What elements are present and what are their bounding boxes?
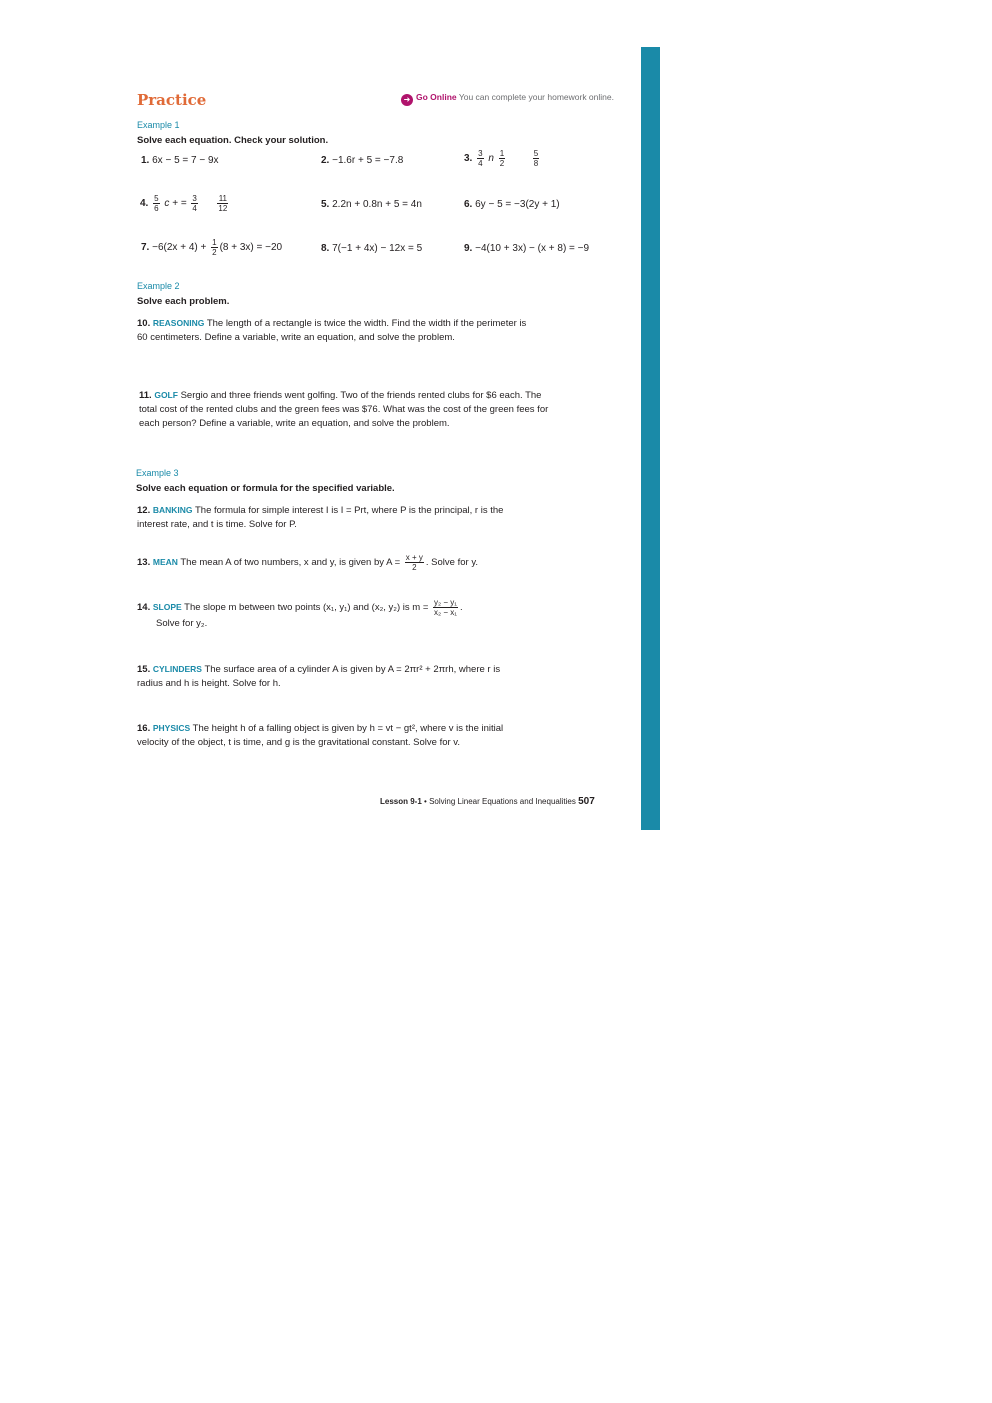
problem-1 xyxy=(141,154,219,168)
problem-number: 12. xyxy=(137,505,151,516)
problem-keyword: REASONING xyxy=(152,318,205,328)
page-footer xyxy=(380,796,595,807)
lesson-number: Lesson 9-1 xyxy=(380,797,422,806)
problem-keyword: MEAN xyxy=(152,557,178,568)
problem-7 xyxy=(141,238,282,257)
go-online-text: You can complete your homework online. xyxy=(458,92,614,102)
problem-9 xyxy=(464,242,589,256)
problem-number: 3. xyxy=(464,153,473,165)
page-title: Practice xyxy=(137,91,207,109)
equation: 6x − 5 = 7 − 9x xyxy=(152,155,219,166)
equation: 7(−1 + 4x) − 12x = 5 xyxy=(332,243,423,254)
problem-number: 13. xyxy=(137,557,151,569)
problem-number: 14. xyxy=(137,602,151,614)
problem-number: 5. xyxy=(321,199,330,210)
problem-14 xyxy=(137,598,463,631)
problem-2 xyxy=(321,154,403,168)
problem-6 xyxy=(464,198,560,212)
fraction: $\frac{3}{4}$ xyxy=(192,194,197,213)
problem-text: The surface area of a cylinder A is given by A = 2πr² + 2πrh, where r is radius and h is height. Solve for h. xyxy=(137,664,501,689)
problem-8 xyxy=(321,242,422,256)
variable: n xyxy=(488,153,494,165)
equation-end: (8 + 3x) = −20 xyxy=(219,242,283,254)
problem-number: 10. xyxy=(137,318,151,329)
problem-16 xyxy=(137,721,522,750)
fraction: $\frac{1}{2}$ xyxy=(499,149,505,168)
problem-10 xyxy=(137,316,532,345)
problem-11 xyxy=(139,388,559,431)
problem-keyword: SLOPE xyxy=(152,602,182,613)
problem-keyword: GOLF xyxy=(154,390,178,400)
problem-keyword: PHYSICS xyxy=(152,723,191,733)
fraction: $\frac{5}{8}$ xyxy=(533,149,539,168)
problem-4 xyxy=(140,194,230,213)
example-3-label: Example 3 xyxy=(136,468,179,478)
problem-number: 9. xyxy=(464,243,473,254)
problem-15 xyxy=(137,662,517,691)
problem-number: 16. xyxy=(137,723,151,734)
equation: 6y − 5 = −3(2y + 1) xyxy=(475,199,560,210)
example-1-label: Example 1 xyxy=(137,120,180,130)
problem-text-end: . Solve for y. xyxy=(425,557,478,569)
problem-12 xyxy=(137,503,532,532)
problem-text: The slope m between two points (x₁, y₁) and (x₂, y₂) is m = xyxy=(184,602,429,614)
problem-number: 15. xyxy=(137,664,151,675)
problem-number: 11. xyxy=(139,390,152,401)
go-online-banner[interactable] xyxy=(401,92,614,106)
problem-text-end: . xyxy=(459,602,463,614)
problem-13 xyxy=(137,553,478,572)
page-number: 507 xyxy=(578,796,595,807)
problem-number: 6. xyxy=(464,199,473,210)
fraction: $\frac{x + y}{2}$ xyxy=(405,553,423,572)
equation: 2.2n + 0.8n + 5 = 4n xyxy=(332,199,422,210)
problem-text: The mean A of two numbers, x and y, is given by A = xyxy=(180,557,401,569)
equation-start: −6(2x + 4) + xyxy=(152,242,207,254)
problem-number: 4. xyxy=(140,198,149,210)
problem-number: 2. xyxy=(321,155,330,166)
lesson-title: Solving Linear Equations and Inequalities xyxy=(429,797,576,806)
problem-text: The length of a rectangle is twice the width. Find the width if the perimeter is 60 centimeters. Define a variable, write an equation, and solve the problem. xyxy=(137,318,527,343)
problem-keyword: CYLINDERS xyxy=(152,664,202,674)
equation: −4(10 + 3x) − (x + 8) = −9 xyxy=(475,243,590,254)
example-2-instruction: Solve each problem. xyxy=(137,296,230,307)
problem-number: 8. xyxy=(321,243,330,254)
problem-5 xyxy=(321,198,422,212)
side-color-bar xyxy=(641,47,660,830)
fraction: $\frac{1}{2}$ xyxy=(212,238,217,257)
footer-bullet: • xyxy=(424,797,427,806)
problem-text-line2: Solve for y₂. xyxy=(156,618,208,629)
fraction: $\frac{5}{6}$ xyxy=(154,194,159,213)
problem-text: The formula for simple interest I is I = Prt, where P is the principal, r is the interest rate, and t is time. Solve for P. xyxy=(137,505,504,530)
example-3-instruction: Solve each equation or formula for the specified variable. xyxy=(136,483,395,494)
problem-text: Sergio and three friends went golfing. Two of the friends rented clubs for $6 each. The total cost of the rented clubs and the green fees was $76. What was the cost of the green fees for each person? Define a variable, write an equation, and solve the problem. xyxy=(139,390,549,429)
fraction: $\frac{3}{4}$ xyxy=(478,149,483,168)
go-online-label[interactable]: Go Online xyxy=(416,92,457,102)
go-online-icon: ➜ xyxy=(401,94,413,106)
problem-number: 7. xyxy=(141,242,150,254)
equation-middle: c + = xyxy=(164,198,187,210)
problem-3 xyxy=(464,149,541,168)
problem-keyword: BANKING xyxy=(152,505,193,515)
equation: −1.6r + 5 = −7.8 xyxy=(332,155,404,166)
problem-number: 1. xyxy=(141,155,150,166)
example-2-label: Example 2 xyxy=(137,281,180,291)
problem-text: The height h of a falling object is given by h = vt − gt², where v is the initial velocity of the object, t is time, and g is the gravitational constant. Solve for v. xyxy=(137,723,504,748)
fraction: $\frac{11}{12}$ xyxy=(218,194,228,213)
example-1-instruction: Solve each equation. Check your solution. xyxy=(137,135,329,146)
fraction: $\frac{\text{y₂ − y₁}}{\text{x₂ − x₁}}$ xyxy=(434,598,457,617)
